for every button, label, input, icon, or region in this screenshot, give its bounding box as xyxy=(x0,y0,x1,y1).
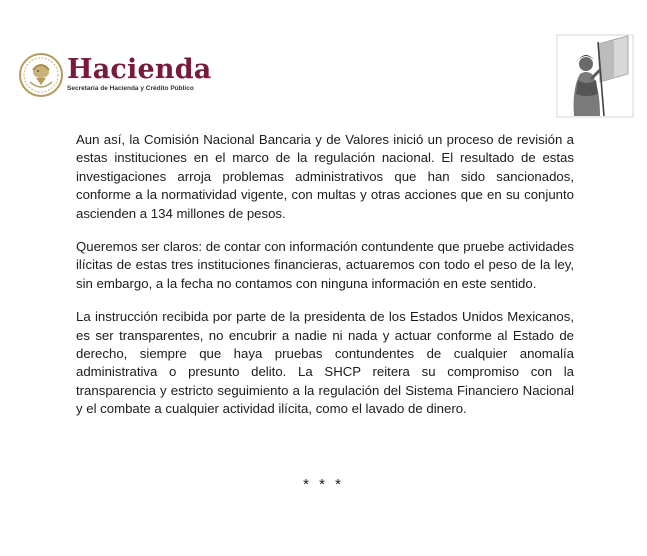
woman-with-flag-emblem-icon xyxy=(556,34,634,118)
brand-name: Hacienda xyxy=(67,54,212,85)
section-separator: * * * xyxy=(303,476,344,493)
brand-subtitle: Secretaría de Hacienda y Crédito Público xyxy=(67,85,194,92)
document-body xyxy=(76,131,574,434)
document-header xyxy=(0,0,647,110)
body-paragraph-3: La instrucción recibida por parte de la presidenta de los Estados Unidos Mexicanos, es ser transparentes, no encubrir a nadie ni nada y actuar conforme al Estado de derecho, siempre que haya pruebas contundentes de cualquier anomalía administrativa o presunto delito. La SHCP reitera su compromiso con la transparencia y estricto seguimiento a la regulación del Sistema Financiero Nacional y el combate a cualquier actividad ilícita, como el lavado de dinero. xyxy=(76,309,574,417)
brand-logo xyxy=(67,55,211,93)
body-paragraph-1: Aun así, la Comisión Nacional Bancaria y de Valores inició un proceso de revisión a estas instituciones en el marco de la regulación nacional. El resultado de estas investigaciones arroja problemas administrativos que han sido sancionados, conforme a la normatividad vigente, con multas y otras acciones que en su conjunto ascienden a 134 millones de pesos. xyxy=(76,132,574,221)
mexican-coat-of-arms-icon xyxy=(18,52,64,98)
body-paragraph-2: Queremos ser claros: de contar con información contundente que pruebe actividades ilícitas de estas tres instituciones financieras, actuaremos con todo el peso de la ley, sin embargo, a la fecha no contamos con ninguna información en este sentido. xyxy=(76,239,574,291)
